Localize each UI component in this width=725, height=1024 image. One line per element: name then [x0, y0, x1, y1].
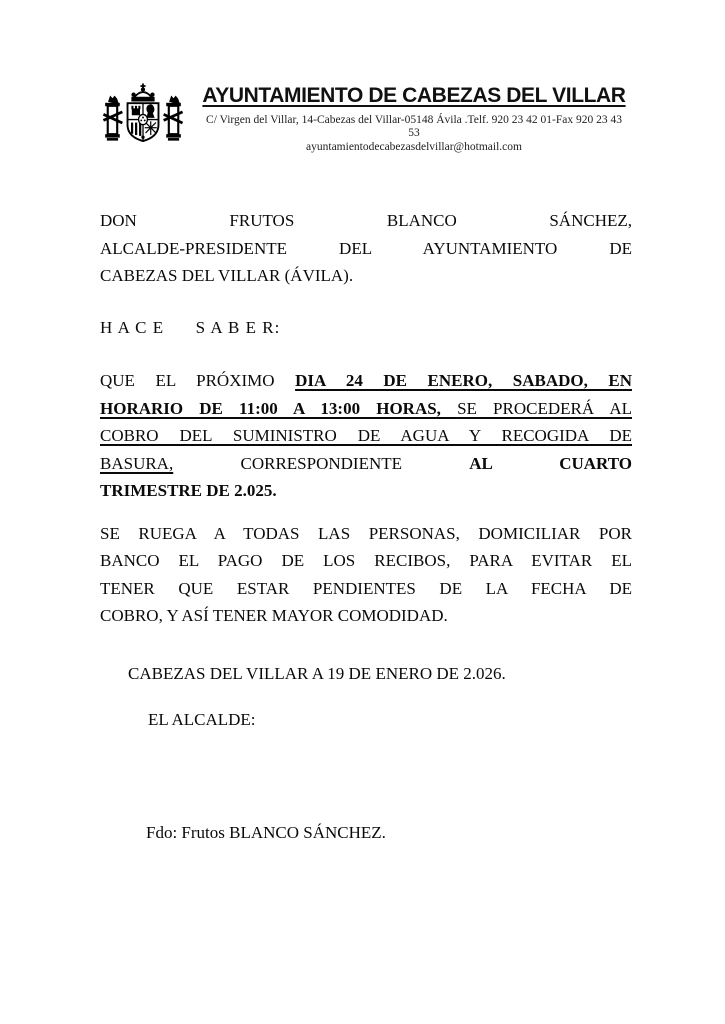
text-segment: DON FRUTOS BLANCO SÁNCHEZ, — [100, 211, 632, 230]
paragraph-announcement — [100, 367, 632, 505]
text-segment: BANCO EL PAGO DE LOS RECIBOS, PARA EVITAR EL — [100, 551, 632, 570]
paragraph-request — [100, 520, 632, 630]
letterhead — [100, 78, 632, 171]
text-line — [100, 602, 632, 630]
text-line — [100, 547, 632, 575]
paragraph-intro — [100, 207, 632, 290]
text-segment: SE RUEGA A TODAS LAS PERSONAS, DOMICILIAR POR — [100, 523, 632, 543]
text-line — [100, 477, 632, 505]
text-line — [100, 450, 632, 478]
text-segment: AL CUARTO — [469, 453, 632, 473]
letterhead-email: ayuntamientodecabezasdelvillar@hotmail.com — [306, 141, 522, 153]
text-line — [100, 575, 632, 603]
letterhead-text — [196, 78, 632, 155]
hace-saber-line: H A C E S A B E R: — [100, 317, 281, 337]
spain-coat-of-arms-icon — [100, 80, 188, 171]
signature-title: EL ALCALDE: — [148, 710, 256, 729]
letterhead-address-line2: 53 — [408, 127, 420, 139]
text-segment: CABEZAS DEL VILLAR (ÁVILA). — [100, 266, 354, 285]
text-line — [100, 235, 632, 263]
signature-name: Fdo: Frutos BLANCO SÁNCHEZ. — [146, 822, 386, 842]
letterhead-title: AYUNTAMIENTO DE CABEZAS DEL VILLAR — [202, 84, 626, 107]
text-segment: TRIMESTRE DE 2.025. — [100, 481, 277, 500]
text-segment: DIA 24 DE ENERO, SABADO, EN — [295, 371, 632, 390]
text-segment: COBRO, Y ASÍ TENER MAYOR COMODIDAD. — [100, 606, 448, 625]
text-line — [100, 367, 632, 395]
text-segment: BASURA, — [100, 453, 174, 473]
text-segment: HORARIO DE 11:00 A 13:00 HORAS, — [100, 398, 458, 418]
letterhead-address-line1: C/ Virgen del Villar, 14-Cabezas del Villar-05148 Ávila .Telf. 920 23 42 01-Fax 920 23 43 — [206, 114, 622, 126]
text-line — [100, 422, 632, 450]
text-line — [100, 395, 632, 423]
text-segment: CORRESPONDIENTE — [173, 453, 470, 473]
text-segment: TENER QUE ESTAR PENDIENTES DE LA FECHA DE — [100, 578, 632, 598]
date-line: CABEZAS DEL VILLAR A 19 DE ENERO DE 2.026. — [128, 663, 506, 683]
text-segment: SE PROCEDERÁ AL — [457, 398, 632, 418]
text-line — [100, 520, 632, 548]
text-segment: COBRO DEL SUMINISTRO DE AGUA Y RECOGIDA DE — [100, 426, 632, 445]
text-line — [100, 207, 632, 235]
text-segment: QUE EL PRÓXIMO — [100, 371, 296, 390]
notice-body — [100, 207, 632, 846]
text-line — [100, 262, 632, 290]
text-segment: ALCALDE-PRESIDENTE DEL AYUNTAMIENTO DE — [100, 238, 632, 258]
